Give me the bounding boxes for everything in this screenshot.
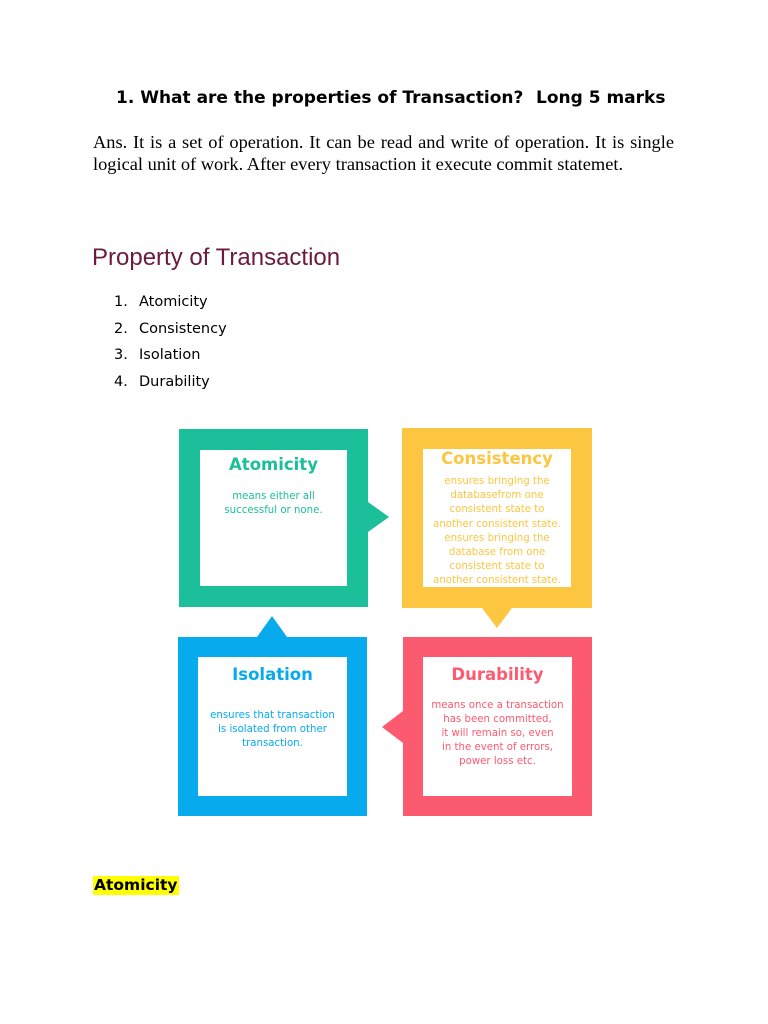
- description-line: in the event of errors,: [441, 742, 553, 753]
- description-line: transaction.: [242, 738, 303, 749]
- description-line: ensures bringing the: [444, 532, 550, 544]
- arrow-right-icon: [368, 502, 389, 532]
- highlighted-heading: Atomicity: [94, 876, 178, 894]
- list-number: 4.: [114, 373, 128, 390]
- answer-paragraph: Ans. It is a set of operation. It can be read and write of operation. It is single logical unit of work. After every transaction it execute commit statemet.: [93, 132, 674, 174]
- description-line: has been committed,: [443, 714, 552, 725]
- question-text: 1. What are the properties of Transaction?: [116, 88, 524, 108]
- description-line: consistent state to: [449, 504, 545, 516]
- question-heading: [116, 88, 676, 108]
- list-item: [114, 321, 227, 348]
- card-description: [200, 490, 347, 518]
- property-list: [114, 294, 227, 400]
- consistency-card: [402, 428, 592, 608]
- card-title: Isolation: [232, 665, 313, 684]
- list-number: 1.: [114, 294, 128, 310]
- acid-diagram: [176, 426, 594, 818]
- atomicity-card: [179, 429, 368, 607]
- arrow-down-icon: [482, 608, 512, 628]
- card-title: Atomicity: [229, 455, 318, 474]
- arrow-up-icon: [257, 616, 287, 637]
- list-number: 3.: [114, 347, 128, 363]
- card-title: Durability: [451, 665, 544, 684]
- description-line: is isolated from other: [218, 724, 327, 735]
- description-line: another consistent state.: [433, 575, 561, 587]
- list-number: 2.: [114, 320, 128, 337]
- list-label: Consistency: [139, 320, 227, 337]
- list-label: Durability: [139, 373, 210, 390]
- question-marks: Long 5 marks: [536, 88, 666, 108]
- isolation-card: [178, 637, 367, 816]
- description-line: consistent state to: [449, 561, 545, 573]
- description-line: successful or none.: [224, 505, 323, 516]
- description-line: means either all: [232, 491, 315, 502]
- description-line: ensures bringing the: [444, 476, 550, 487]
- card-description: [423, 699, 572, 769]
- list-item: [114, 374, 227, 401]
- description-line: it will remain so, even: [441, 728, 554, 739]
- description-line: ensures that transaction: [210, 710, 335, 721]
- card-title: Consistency: [441, 449, 553, 468]
- list-item: [114, 294, 227, 321]
- description-line: another consistent state.: [433, 518, 561, 530]
- section-heading: Property of Transaction: [92, 244, 341, 271]
- list-label: Isolation: [139, 347, 201, 363]
- description-line: means once a transaction: [431, 700, 564, 711]
- durability-card: [403, 637, 592, 816]
- card-description: [423, 475, 571, 589]
- list-item: [114, 347, 227, 374]
- card-description: [198, 709, 347, 751]
- description-line: database from one: [448, 547, 546, 559]
- description-line: power loss etc.: [459, 756, 536, 767]
- arrow-left-icon: [382, 711, 403, 743]
- list-label: Atomicity: [139, 294, 208, 310]
- description-line: databasefrom one: [450, 490, 544, 502]
